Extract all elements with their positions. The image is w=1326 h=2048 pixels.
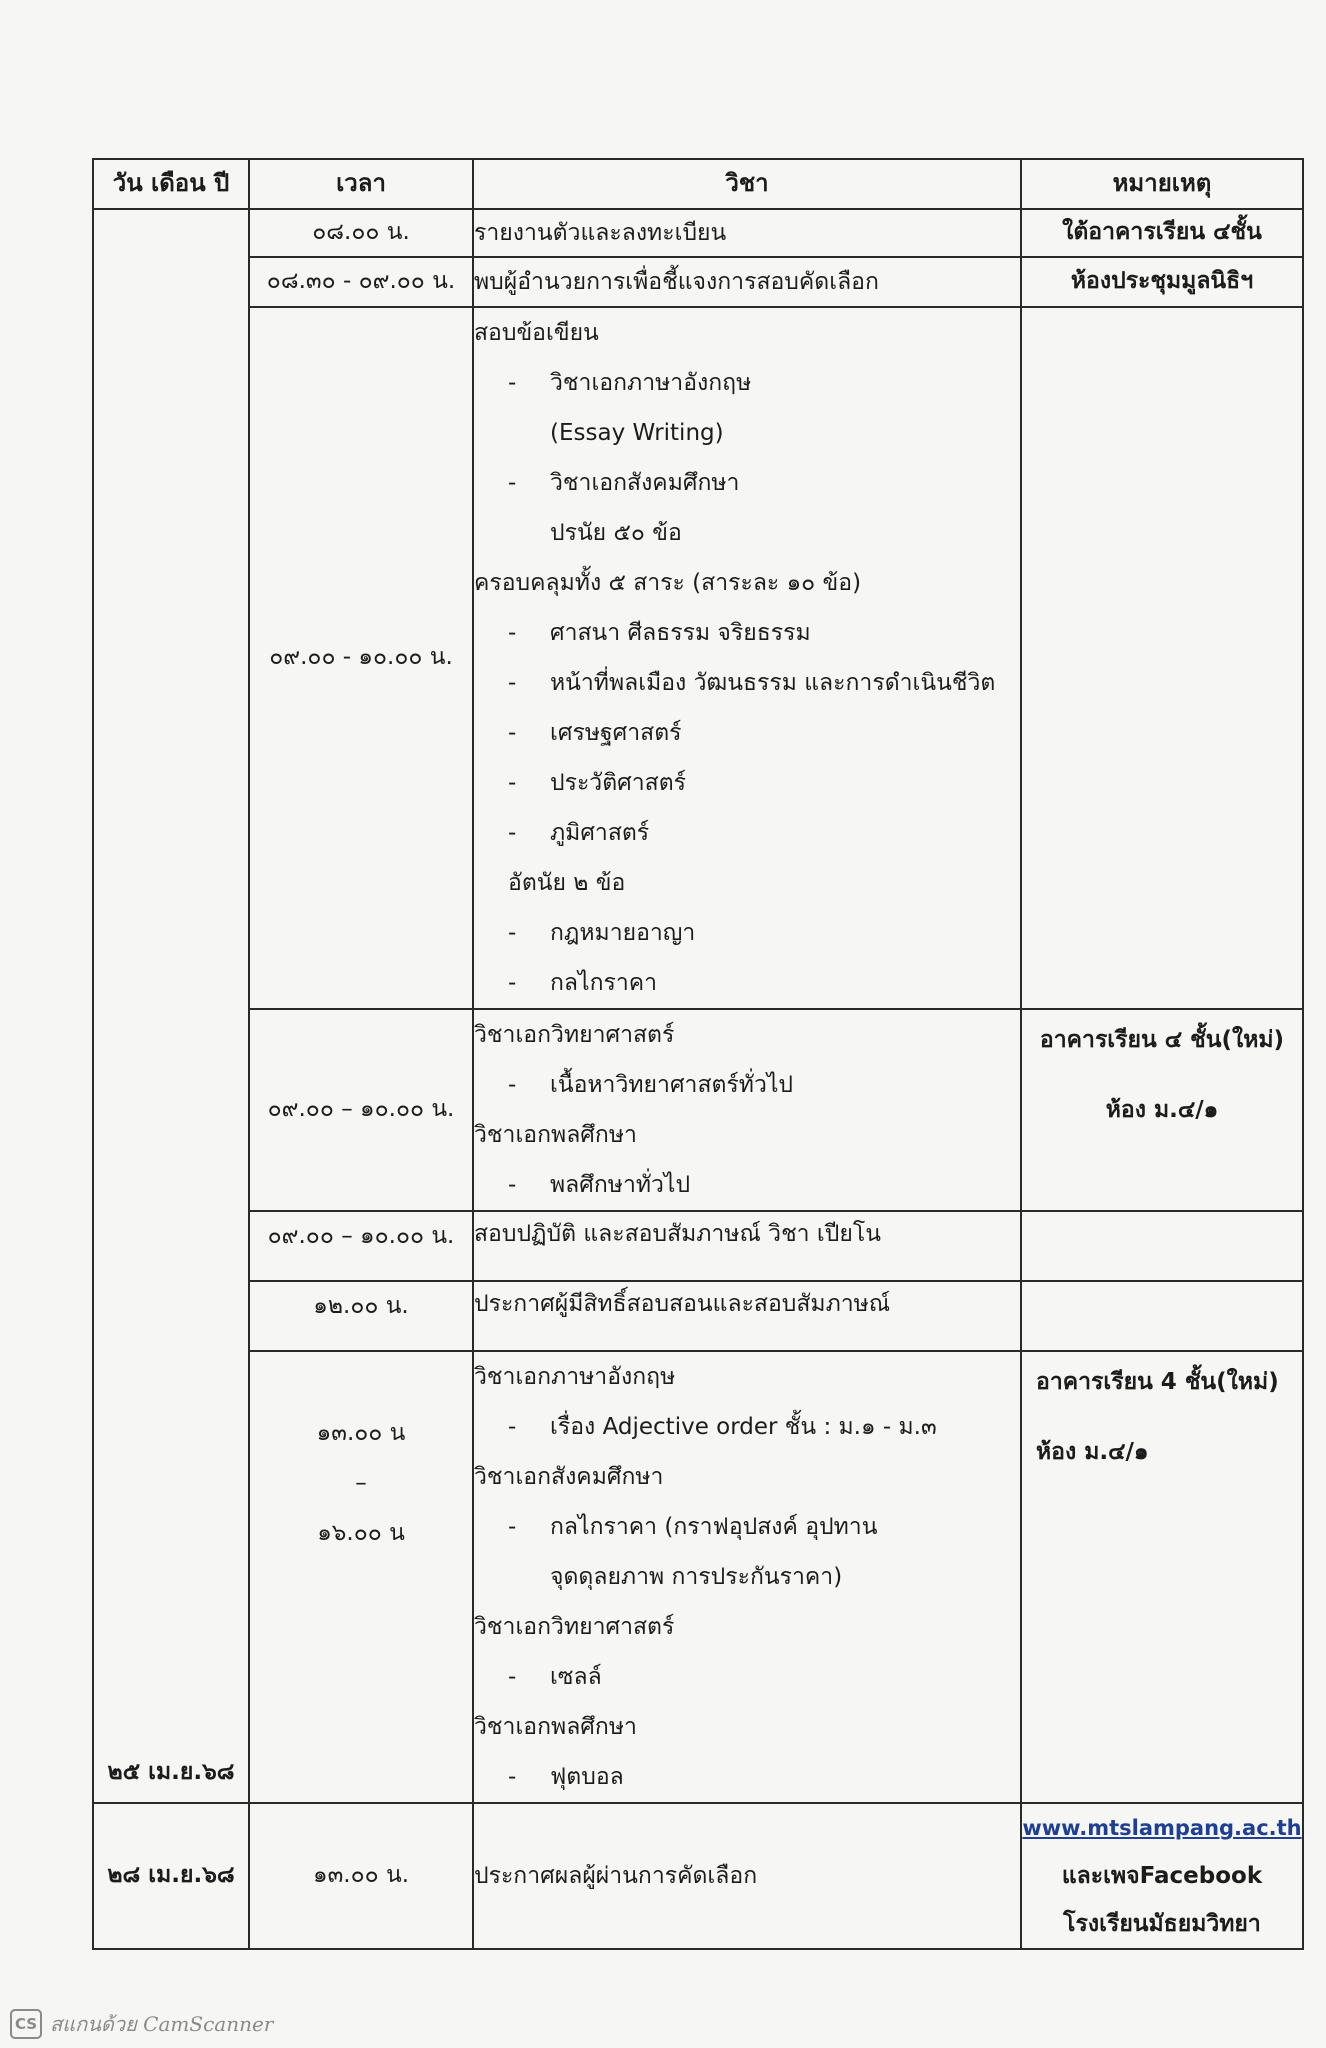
bullet-dash: - [508, 470, 517, 496]
subject-line: - วิชาเอกภาษาอังกฤษ [474, 358, 1020, 408]
subject-cell [473, 1351, 1021, 1803]
subject-line: - วิชาเอกสังคมศึกษา [474, 458, 1020, 508]
subject-line: อัตนัย ๒ ข้อ [508, 870, 626, 896]
subject-cell [473, 209, 1021, 257]
subject-line: ปรนัย ๕๐ ข้อ [550, 520, 682, 546]
subject-cell [473, 1211, 1021, 1281]
subject-line: วิชาเอกพลศึกษา [474, 1122, 637, 1148]
subject-line: - ภูมิศาสตร์ [474, 808, 1020, 858]
subject-line: ครอบคลุมทั้ง ๕ สาระ (สาระละ ๑๐ ข้อ) [474, 570, 862, 596]
bullet-dash: - [508, 1172, 517, 1198]
subject-line: วิชาเอกวิทยาศาสตร์ [474, 1022, 675, 1048]
note-cell: ห้องประชุมมูลนิธิฯ [1021, 257, 1303, 307]
table-row [93, 209, 1303, 257]
header-note: หมายเหตุ [1021, 159, 1303, 209]
subject-line: วิชาเอกพลศึกษา [474, 1714, 637, 1740]
date-text: ๒๕ เม.ย.๖๘ [107, 1759, 235, 1786]
note-line: ห้อง ม.๔/๑ [1105, 1097, 1219, 1123]
bullet-dash: - [508, 770, 517, 796]
header-date: วัน เดือน ปี [93, 159, 249, 209]
subject-cell [473, 1009, 1021, 1211]
subject-line: - เนื้อหาวิทยาศาสตร์ทั่วไป [474, 1060, 1020, 1110]
time-cell: ๐๙.๐๐ – ๑๐.๐๐ น. [249, 1009, 473, 1211]
time-cell: ๐๘.๓๐ - ๐๙.๐๐ น. [249, 257, 473, 307]
header-time: เวลา [249, 159, 473, 209]
bullet-dash: - [508, 1414, 517, 1440]
subject-line: สอบข้อเขียน [474, 320, 599, 346]
note-cell [1021, 1009, 1303, 1211]
subject-line: - ประวัติศาสตร์ [474, 758, 1020, 808]
time-end: ๑๖.๐๐ น [317, 1520, 405, 1546]
date-text: ๒๘ เม.ย.๖๘ [107, 1862, 235, 1889]
time-start: ๑๓.๐๐ น [316, 1420, 406, 1446]
time-cell: ๑๓.๐๐ น. [249, 1803, 473, 1949]
bullet-dash: - [508, 620, 517, 646]
note-line: อาคารเรียน 4 ชั้น(ใหม่) [1036, 1369, 1279, 1395]
note-line: อาคารเรียน ๔ ชั้น(ใหม่) [1039, 1027, 1285, 1053]
subject-line: - ฟุตบอล [474, 1752, 1020, 1802]
table-row [93, 1351, 1303, 1803]
bullet-dash: - [508, 720, 517, 746]
note-line: และเพจFacebook [1061, 1863, 1263, 1889]
note-cell [1021, 1803, 1303, 1949]
table-row [93, 1211, 1303, 1281]
subject-line: - กลไกราคา (กราฟอุปสงค์ อุปทาน [474, 1502, 1020, 1552]
subject-text: พบผู้อำนวยการเพื่อชี้แจงการสอบคัดเลือก [474, 269, 879, 295]
table-row [93, 1009, 1303, 1211]
subject-line: วิชาเอกวิทยาศาสตร์ [474, 1614, 675, 1640]
subject-text: ประกาศผลผู้ผ่านการคัดเลือก [474, 1863, 758, 1889]
bullet-dash: - [508, 370, 517, 396]
subject-cell [473, 307, 1021, 1009]
subject-cell [473, 1803, 1021, 1949]
note-cell-empty [1021, 1211, 1303, 1281]
subject-line: (Essay Writing) [550, 420, 724, 446]
note-cell-empty [1021, 307, 1303, 1009]
date-cell-day2 [93, 1803, 249, 1949]
subject-line: จุดดุลยภาพ การประกันราคา) [550, 1564, 843, 1590]
subject-text: สอบปฏิบัติ และสอบสัมภาษณ์ วิชา เปียโน [474, 1221, 881, 1247]
subject-line: วิชาเอกภาษาอังกฤษ [474, 1364, 676, 1390]
subject-line: - ศาสนา ศีลธรรม จริยธรรม [474, 608, 1020, 658]
subject-line: วิชาเอกสังคมศึกษา [474, 1464, 664, 1490]
exam-schedule-table [92, 158, 1304, 1950]
note-cell-empty [1021, 1281, 1303, 1351]
date-cell-day1 [93, 209, 249, 1803]
time-range [250, 1408, 472, 1558]
bullet-dash: - [508, 1664, 517, 1690]
subject-line: - กฎหมายอาญา [474, 908, 1020, 958]
table-row [93, 257, 1303, 307]
subject-text: รายงานตัวและลงทะเบียน [474, 220, 727, 246]
note-line: ห้อง ม.๔/๑ [1036, 1439, 1149, 1465]
camscanner-logo-icon: CS [10, 2009, 42, 2039]
subject-line: - เรื่อง Adjective order ชั้น : ม.๑ - ม.๓ [474, 1402, 1020, 1452]
subject-text: ประกาศผู้มีสิทธิ์สอบสอนและสอบสัมภาษณ์ [474, 1291, 891, 1317]
camscanner-watermark [10, 2008, 273, 2040]
note-line: โรงเรียนมัธยมวิทยา [1063, 1911, 1261, 1937]
subject-line: - หน้าที่พลเมือง วัฒนธรรม และการดำเนินชีวิต [474, 658, 1020, 708]
bullet-dash: - [508, 820, 517, 846]
subject-line: - เศรษฐศาสตร์ [474, 708, 1020, 758]
subject-line: - กลไกราคา [474, 958, 1020, 1008]
bullet-dash: - [508, 670, 517, 696]
time-cell [249, 1351, 473, 1803]
table-row [93, 1803, 1303, 1949]
bullet-dash: - [508, 970, 517, 996]
subject-cell [473, 1281, 1021, 1351]
table-row [93, 307, 1303, 1009]
subject-line: - เซลล์ [474, 1652, 1020, 1702]
subject-cell [473, 257, 1021, 307]
table-row [93, 1281, 1303, 1351]
time-cell: ๑๒.๐๐ น. [249, 1281, 473, 1351]
time-cell: ๐๙.๐๐ - ๑๐.๐๐ น. [249, 307, 473, 1009]
time-separator: – [355, 1470, 367, 1496]
watermark-text: สแกนด้วย CamScanner [50, 2012, 274, 2036]
time-cell: ๐๙.๐๐ – ๑๐.๐๐ น. [249, 1211, 473, 1281]
note-cell: ใต้อาคารเรียน ๔ชั้น [1021, 209, 1303, 257]
bullet-dash: - [508, 1072, 517, 1098]
website-link[interactable]: www.mtslampang.ac.th [1022, 1816, 1302, 1840]
bullet-dash: - [508, 1514, 517, 1540]
bullet-dash: - [508, 1764, 517, 1790]
table-header-row [93, 159, 1303, 209]
subject-line: - พลศึกษาทั่วไป [474, 1160, 1020, 1210]
note-cell [1021, 1351, 1303, 1803]
bullet-dash: - [508, 920, 517, 946]
time-cell: ๐๘.๐๐ น. [249, 209, 473, 257]
header-subject: วิชา [473, 159, 1021, 209]
